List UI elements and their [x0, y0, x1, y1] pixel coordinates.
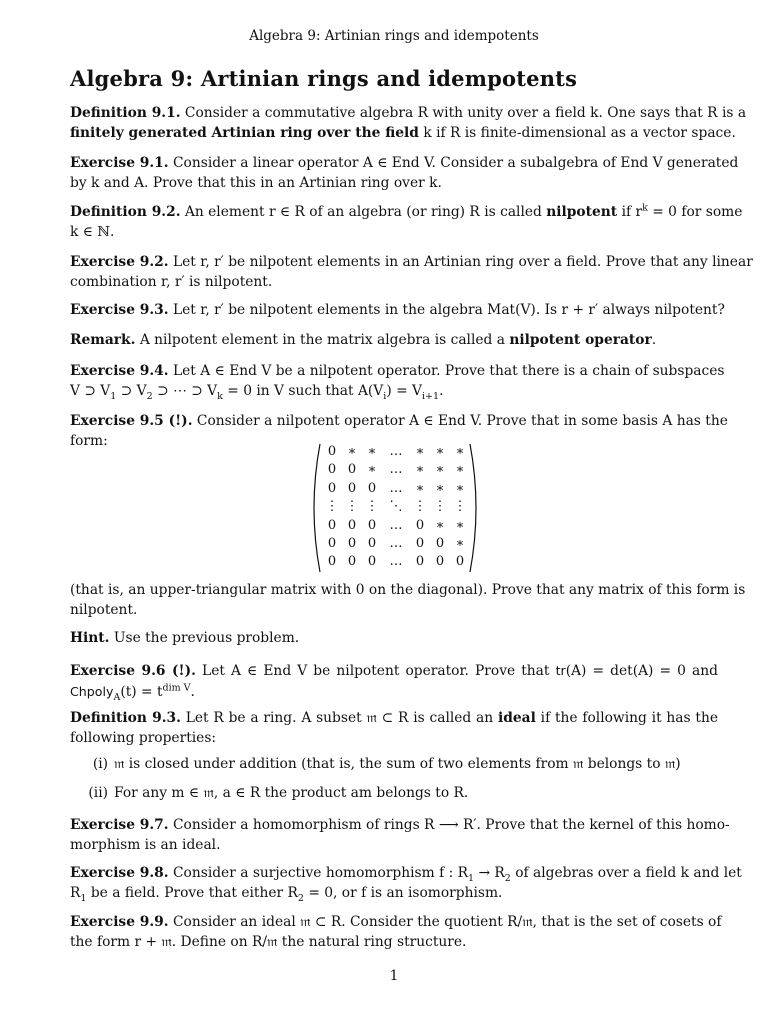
matrix-cell: 0	[327, 517, 337, 533]
matrix-cell: 0	[455, 554, 465, 570]
exercise-label: Exercise 9.2.	[70, 254, 169, 270]
exercise-text: Consider an ideal 𝔪 ⊂ R. Consider the quotient R/𝔪, that is the set of cosets of	[172, 914, 722, 930]
matrix-cell: …	[389, 554, 403, 570]
trace-operator: tr	[555, 663, 566, 678]
hint-label: Hint.	[70, 630, 110, 646]
superscript: k	[642, 202, 648, 214]
term-nilpotent: nilpotent	[546, 204, 618, 220]
remark-text: A nilpotent element in the matrix algebra is called a	[139, 332, 505, 348]
exercise-label: Exercise 9.3.	[70, 302, 169, 318]
exercise-text: R	[70, 884, 81, 901]
matrix-cell: ∗	[415, 480, 425, 496]
matrix-cell: …	[389, 480, 403, 496]
subscript: 1	[468, 872, 475, 884]
matrix-cell: …	[389, 535, 403, 551]
exercise-9-5-continued	[70, 581, 746, 620]
matrix-cell: ∗	[367, 462, 377, 478]
definition-label: Definition 9.3.	[70, 710, 181, 726]
hint	[70, 629, 718, 649]
definition-label: Definition 9.2.	[70, 204, 181, 220]
exercise-9-4	[70, 362, 725, 402]
matrix-cell: …	[389, 462, 403, 478]
matrix-cell: 0	[435, 535, 445, 551]
exercise-text: form:	[70, 432, 108, 449]
exercise-text: (that is, an upper-triangular matrix with 0 on the diagonal). Prove that any matrix of this form is	[70, 582, 746, 598]
matrix-cell: 0	[327, 444, 337, 459]
exercise-text: by k and A. Prove that this in an Artinian ring over k.	[70, 174, 442, 191]
exercise-label: Exercise 9.6 (!).	[70, 663, 196, 679]
matrix-cell: 0	[347, 535, 357, 551]
matrix-cell: …	[389, 444, 403, 459]
exercise-text: (A) = det(A) = 0 and	[565, 663, 718, 679]
matrix-cell: 0	[327, 554, 337, 570]
matrix-cell: 0	[367, 554, 377, 570]
right-paren	[470, 444, 476, 572]
remark-label: Remark.	[70, 332, 136, 348]
exercise-label: Exercise 9.9.	[70, 914, 169, 930]
matrix-cell: ∗	[367, 444, 377, 459]
matrix-cell: 0	[415, 517, 425, 533]
exercise-text: nilpotent.	[70, 601, 138, 618]
math-text: ) = V	[386, 382, 423, 399]
matrix-cell: ⋱	[389, 499, 403, 515]
exercise-text: Let A ∈ End V be nilpotent operator. Prove that	[202, 663, 550, 679]
matrix-cell: ⋮	[453, 499, 467, 515]
math-text: ⊃ ⋯ ⊃ V	[157, 382, 218, 399]
matrix-cell: 0	[347, 462, 357, 478]
subscript: 1	[80, 892, 87, 904]
left-paren	[314, 444, 320, 572]
matrix-cell: 0	[347, 517, 357, 533]
remark-text: .	[651, 332, 657, 348]
matrix-cell: ⋮	[345, 499, 359, 515]
definition-label: Definition 9.1.	[70, 105, 181, 121]
exercise-9-1	[70, 154, 739, 193]
matrix-cell: ∗	[455, 535, 465, 551]
matrix-cell: …	[389, 517, 403, 533]
definition-9-2	[70, 202, 743, 242]
chpoly-operator: Chpoly	[70, 683, 114, 699]
exercise-9-6	[70, 661, 718, 702]
exercise-text: = 0, or f is an isomorphism.	[308, 884, 503, 901]
list-item-i	[70, 756, 718, 772]
matrix-cell: 0	[415, 535, 425, 551]
exercise-text: Consider a homomorphism of rings R ⟶ R′. Prove that the kernel of this homo-	[172, 817, 730, 833]
hint-text: Use the previous problem.	[113, 630, 300, 646]
definition-9-1	[70, 104, 747, 143]
exercise-9-3	[70, 301, 725, 321]
matrix-cell: ⋮	[413, 499, 427, 515]
matrix-cell: 0	[347, 554, 357, 570]
page-number: 1	[389, 968, 399, 984]
exercise-text: Let r, r′ be nilpotent elements in the algebra Mat(V). Is r + r′ always nilpotent?	[172, 302, 725, 318]
term-ideal: ideal	[498, 710, 536, 726]
exercise-label: Exercise 9.1.	[70, 155, 169, 171]
exercise-label: Exercise 9.4.	[70, 363, 169, 379]
matrix-cell: 0	[347, 480, 357, 496]
matrix-cell: ∗	[455, 517, 465, 533]
matrix-cell: ∗	[435, 462, 445, 478]
exercise-text: Consider a nilpotent operator A ∈ End V. Prove that in some basis A has the	[196, 413, 728, 429]
matrix-cell: 0	[327, 462, 337, 478]
term-nilpotent-operator: nilpotent operator	[509, 332, 652, 348]
exercise-text: Let r, r′ be nilpotent elements in an Artinian ring over a field. Prove that any linear	[172, 254, 753, 270]
exercise-text: Let A ∈ End V be a nilpotent operator. Prove that there is a chain of subspaces	[172, 363, 725, 379]
matrix-cell: ∗	[347, 444, 357, 459]
matrix-cell: ⋮	[365, 499, 379, 515]
subscript: 1	[110, 390, 117, 402]
definition-text: if r	[621, 204, 643, 220]
math-text: .	[439, 382, 444, 399]
math-text: (t) = t	[120, 683, 163, 700]
exercise-label: Exercise 9.5 (!).	[70, 413, 193, 429]
subscript: 2	[146, 390, 153, 402]
definition-text: Let R be a ring. A subset 𝔪 ⊂ R is called an	[185, 710, 494, 726]
matrix-cell: 0	[327, 480, 337, 496]
exercise-text: Consider a surjective homomorphism f : R	[172, 865, 469, 881]
list-item-text: For any m ∈ 𝔪, a ∈ R the product am belongs to R.	[114, 785, 469, 801]
list-item-number: (ii)	[88, 785, 108, 801]
math-text: = 0 in V such that A(V	[227, 382, 384, 399]
exercise-text: → R	[478, 865, 505, 881]
running-header: Algebra 9: Artinian rings and idempotents	[249, 28, 539, 44]
definition-text: k if R is finite-dimensional as a vector space.	[423, 124, 736, 141]
exercise-label: Exercise 9.7.	[70, 817, 169, 833]
matrix-cell: 0	[367, 535, 377, 551]
exercise-text: combination r, r′ is nilpotent.	[70, 273, 273, 290]
exercise-9-2	[70, 253, 753, 292]
exercise-9-7	[70, 816, 730, 855]
exercise-text: of algebras over a field k and let	[515, 865, 742, 881]
definition-text: An element r ∈ R of an algebra (or ring) R is called	[184, 204, 542, 220]
subscript: k	[217, 390, 223, 402]
matrix-cell: ∗	[455, 462, 465, 478]
list-item-text: 𝔪 is closed under addition (that is, the sum of two elements from 𝔪 belongs to 𝔪)	[114, 756, 681, 772]
definition-text: = 0 for some	[652, 204, 743, 220]
matrix-cell: ⋮	[433, 499, 447, 515]
matrix-cell: 0	[415, 554, 425, 570]
subscript: A	[113, 691, 121, 703]
matrix-cell: 0	[367, 517, 377, 533]
subscript: i+1	[422, 390, 440, 402]
matrix-cell: ∗	[455, 480, 465, 496]
matrix-cell: 0	[435, 554, 445, 570]
definition-text: following properties:	[70, 729, 217, 746]
exercise-text: Consider a linear operator A ∈ End V. Consider a subalgebra of End V generated	[172, 155, 739, 171]
definition-text: if the following it has the	[540, 710, 719, 726]
matrix-grid	[322, 444, 470, 573]
exercise-text: be a field. Prove that either R	[90, 884, 298, 901]
matrix-cell: ∗	[435, 480, 445, 496]
term-finitely-generated-artinian: finitely generated Artinian ring over the field	[70, 124, 419, 141]
superscript: dim V	[162, 681, 191, 693]
matrix-cell: ∗	[435, 444, 445, 459]
matrix-cell: ∗	[415, 444, 425, 459]
matrix-cell: 0	[327, 535, 337, 551]
remark	[70, 331, 718, 351]
subscript: 2	[504, 872, 511, 884]
math-text: .	[190, 683, 195, 700]
exercise-label: Exercise 9.8.	[70, 865, 169, 881]
matrix-cell: 0	[367, 480, 377, 496]
upper-triangular-matrix	[310, 442, 480, 574]
matrix-cell: ∗	[435, 517, 445, 533]
exercise-text: morphism is an ideal.	[70, 836, 221, 853]
list-item-ii	[70, 785, 718, 801]
definition-9-3	[70, 709, 718, 748]
definition-text: k ∈ ℕ.	[70, 223, 115, 240]
exercise-9-8	[70, 864, 742, 904]
math-text: ⊃ V	[120, 382, 147, 399]
exercise-9-9	[70, 913, 722, 952]
math-text: V ⊃ V	[70, 382, 111, 399]
subscript: 2	[297, 892, 304, 904]
matrix-cell: ⋮	[325, 499, 339, 515]
subscript: i	[383, 390, 387, 402]
matrix-cell: ∗	[415, 462, 425, 478]
matrix-cell: ∗	[455, 444, 465, 459]
definition-text: Consider a commutative algebra R with unity over a field k. One says that R is a	[184, 105, 747, 121]
document-title: Algebra 9: Artinian rings and idempotents	[70, 66, 578, 91]
exercise-text: the form r + 𝔪. Define on R/𝔪 the natural ring structure.	[70, 933, 467, 950]
list-item-number: (i)	[92, 756, 108, 772]
